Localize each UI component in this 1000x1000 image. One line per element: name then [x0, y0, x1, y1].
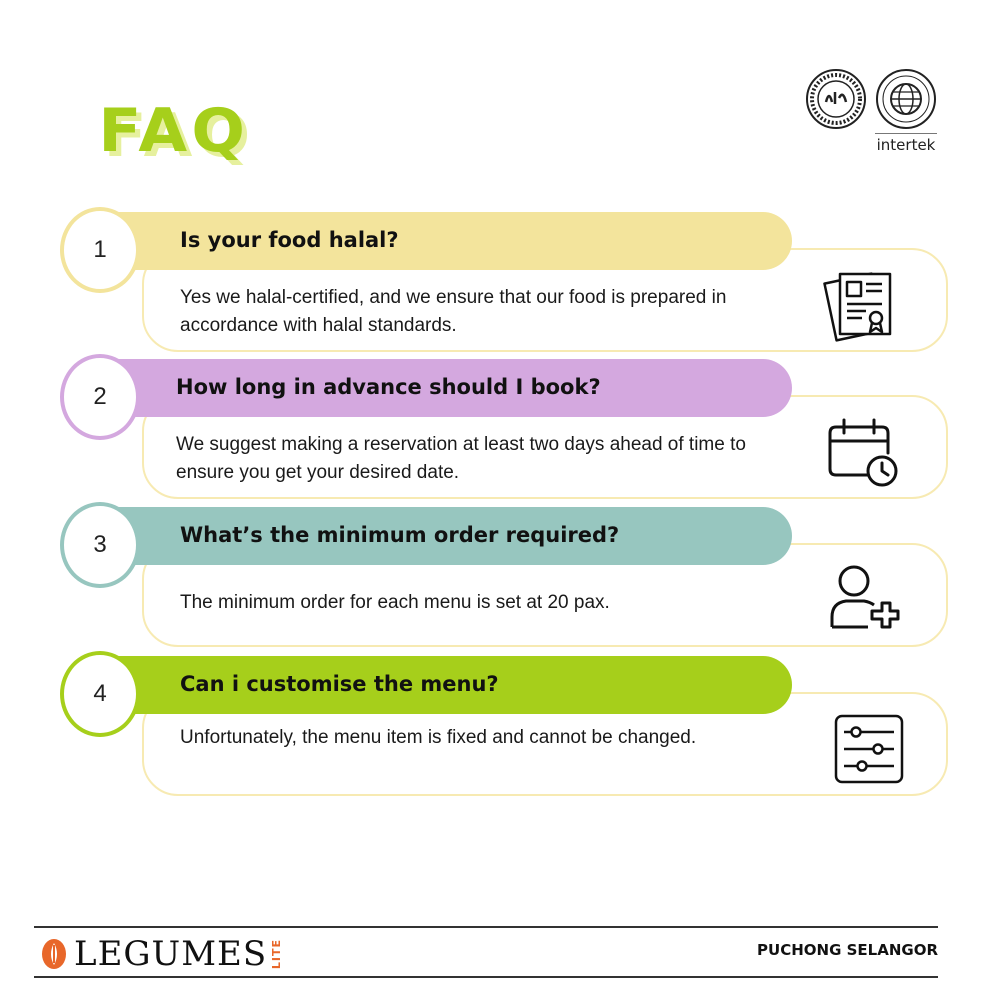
- bean-logo-icon: [40, 937, 68, 971]
- footer-top-divider: [34, 926, 938, 928]
- question-number: 3: [60, 502, 140, 588]
- badge-divider: [875, 133, 937, 134]
- location-label: PUCHONG SELANGOR: [757, 941, 938, 959]
- question-number: 1: [60, 207, 140, 293]
- certification-globe-icon: [875, 68, 937, 130]
- answer-text: Yes we halal-certified, and we ensure that our food is prepared in accordance with halal standards.: [180, 287, 727, 336]
- sliders-icon: [822, 712, 904, 794]
- question-text: What’s the minimum order required?: [180, 523, 620, 547]
- intertek-label: intertek: [876, 136, 936, 154]
- brand-name: LEGUMES: [74, 934, 268, 974]
- answer-text: We suggest making a reservation at least two days ahead of time to ensure you get your desired date.: [176, 434, 746, 483]
- brand-suffix: LITE: [270, 938, 284, 970]
- question-text: Can i customise the menu?: [180, 672, 499, 696]
- question-text: Is your food halal?: [180, 228, 399, 252]
- add-user-icon: [822, 559, 904, 641]
- halal-logo-icon: [805, 68, 867, 130]
- calendar-clock-icon: [822, 411, 904, 493]
- answer-text: Unfortunately, the menu item is fixed and cannot be changed.: [180, 727, 697, 748]
- footer-bottom-divider: [34, 976, 938, 978]
- faq-item-1: [0, 212, 1000, 362]
- question-number: 2: [60, 354, 140, 440]
- faq-item-3: [0, 507, 1000, 657]
- faq-item-2: [0, 359, 1000, 509]
- question-number: 4: [60, 651, 140, 737]
- answer-text: The minimum order for each menu is set at 20 pax.: [180, 592, 610, 613]
- brand-logo: [40, 934, 283, 974]
- question-text: How long in advance should I book?: [176, 375, 601, 399]
- certificate-icon: [822, 264, 904, 346]
- certification-badges: [805, 66, 945, 158]
- faq-title: FAQ: [98, 96, 250, 166]
- faq-item-4: [0, 656, 1000, 806]
